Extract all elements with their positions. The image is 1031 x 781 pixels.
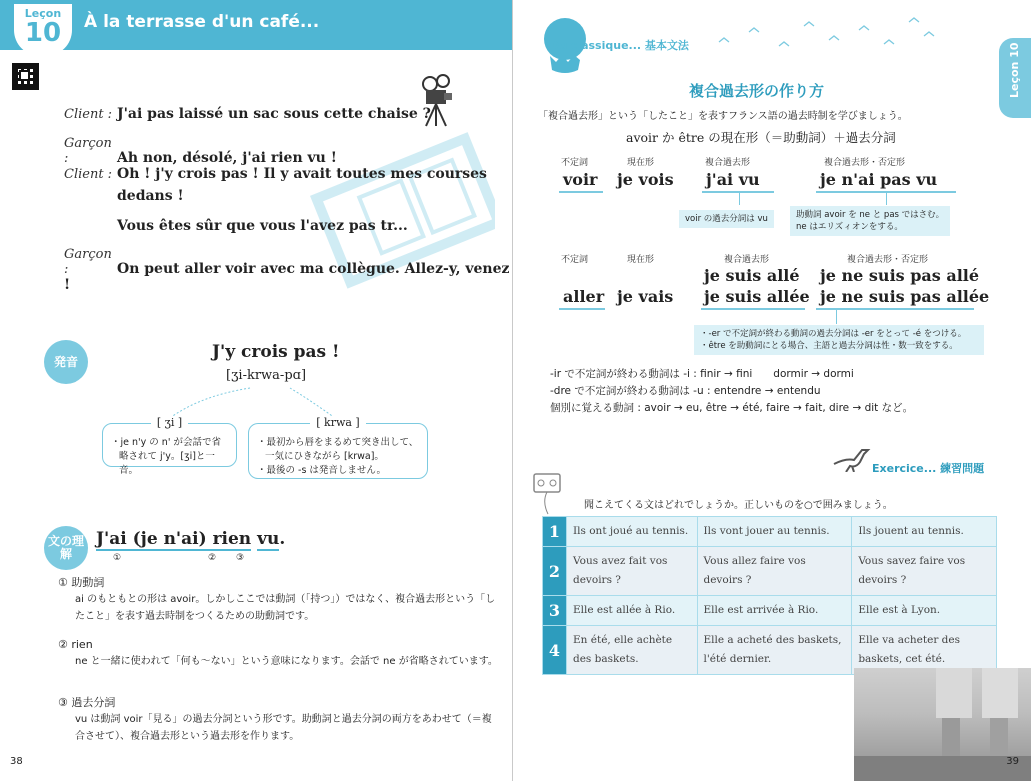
cassette-tape-icon[interactable]: [532, 472, 562, 516]
pronunciation-ipa: [ʒi-krwa-pɑ]: [226, 368, 307, 383]
choice-a[interactable]: Elle est allée à Rio.: [567, 596, 698, 626]
note-rules: [694, 325, 984, 355]
exercise-instruction: 聞こえてくる文はどれでしょうか。正しいものを○で囲みましょう。: [584, 500, 893, 511]
note-negation: [790, 206, 950, 236]
lesson-badge: [14, 4, 72, 56]
label-negative: 複合過去形・否定形: [847, 255, 929, 265]
intro-text: 「複合過去形」という「したこと」を表すフランス語の過去時制を学びましょう。: [538, 111, 908, 122]
exercise-title: Exercice... 練習問題: [872, 462, 985, 475]
label-present: 現在形: [627, 255, 655, 265]
speaker: Garçon :: [64, 247, 112, 277]
left-page: [0, 0, 513, 781]
tab-label: Leçon 10: [1008, 42, 1021, 98]
grammar-point-2: [58, 636, 498, 670]
choice-b[interactable]: Elle est arrivée à Rio.: [697, 596, 852, 626]
row-number: 3: [543, 596, 567, 626]
point-head: ① 助動詞: [58, 576, 105, 589]
sentence-period: .: [279, 529, 286, 549]
dialogue-line: [64, 136, 337, 166]
choice-c[interactable]: Vous savez faire vos devoirs ?: [852, 547, 997, 596]
choice-a[interactable]: Vous avez fait vos devoirs ?: [567, 547, 698, 596]
label-infinitive: 不定詞: [561, 158, 589, 168]
row-number: 1: [543, 517, 567, 547]
arrow-line: [739, 193, 740, 205]
rule-line: 個別に覚える動詞 : avoir → eu, être → été, faire → fait, dire → dit など。: [550, 402, 914, 414]
label-present: 現在形: [627, 158, 655, 168]
sentence-part-2: rien: [212, 529, 252, 549]
line-text: Vous êtes sûr que vous l'avez pas tr...: [117, 218, 408, 234]
page-number-right: 39: [1006, 756, 1019, 767]
label-passe-compose: 複合過去形: [724, 255, 770, 265]
dialogue-line: [64, 247, 512, 293]
lesson-label: Leçon: [24, 7, 62, 20]
choice-b[interactable]: Elle a acheté des baskets, l'été dernier.: [697, 626, 852, 675]
speaker: Garçon :: [64, 136, 112, 166]
lesson-side-tab: [999, 38, 1031, 118]
verb-present: je vois: [617, 170, 674, 189]
exercise-row: [543, 517, 997, 547]
grammar-point-1: [58, 574, 498, 625]
pronunciation-badge: 発音: [44, 340, 88, 384]
line-text: On peut aller voir avec ma collègue. Allez-y, venez !: [64, 261, 510, 293]
verb-negative-m: je ne suis pas allé: [820, 266, 980, 285]
exercise-table: [542, 516, 997, 675]
note-line: ・-er で不定詞が終わる動詞の過去分詞は -er をとって -é をつける。: [700, 329, 967, 339]
speaker: Client :: [64, 107, 113, 122]
dinosaur-icon: [832, 446, 872, 472]
point-body: vu は動詞 voir「見る」の過去分詞という形です。助動詞と過去分詞の両方をあわせて（＝複合させて）、複合過去形という過去形を作ります。: [75, 714, 492, 742]
dialogue-line: [64, 188, 184, 204]
note-line: ・être を助動詞にとる場合、主語と過去分詞は性・数一致をする。: [700, 341, 958, 351]
line-text: J'ai pas laissé un sac sous cette chaise ?: [117, 106, 431, 122]
verb-passe-compose-f: je suis allée: [704, 287, 810, 306]
mark-1: ①: [113, 553, 122, 563]
arrow-line: [836, 310, 837, 324]
line-text: dedans !: [117, 188, 184, 204]
lesson-title: À la terrasse d'un café...: [84, 12, 320, 32]
grammar-heading: 複合過去形の作り方: [689, 82, 825, 100]
choice-b[interactable]: Vous allez faire vos devoirs ?: [697, 547, 852, 596]
pronunciation-box-krwa: [248, 416, 428, 479]
box-line: 一気にひきながら [krwa]。: [265, 451, 384, 462]
box-line: ・最後の -s は発音しません。: [257, 465, 386, 476]
verb-infinitive: voir: [563, 170, 598, 189]
verb-negative: je n'ai pas vu: [820, 170, 938, 189]
qr-code-icon[interactable]: [12, 63, 39, 90]
sentence-part-1: J'ai (je n'ai): [96, 529, 213, 549]
note-line: 助動詞 avoir を ne と pas ではさむ。: [796, 210, 945, 220]
row-number: 4: [543, 626, 567, 675]
point-head: ③ 過去分詞: [58, 696, 116, 709]
choice-a[interactable]: En été, elle achète des baskets.: [567, 626, 698, 675]
rule-line: -dre で不定詞が終わる動詞は -u : entendre → entendu: [550, 385, 821, 397]
point-body: ne と一緒に使われて「何も〜ない」という意味になります。会話で ne が省略されています。: [75, 656, 498, 667]
mark-3: ③: [236, 553, 245, 563]
verb-infinitive: aller: [563, 287, 605, 306]
formula-text: avoir か être の現在形（＝助動詞）＋過去分詞: [626, 130, 896, 145]
mark-2: ②: [208, 553, 217, 563]
underline: [702, 191, 774, 193]
box-line: ・最初から唇をまるめて突き出して、: [257, 437, 419, 448]
underline: [559, 308, 605, 310]
pronunciation-box-zi: [102, 416, 237, 476]
choice-c[interactable]: Elle est à Lyon.: [852, 596, 997, 626]
speaker: Client :: [64, 167, 113, 182]
box-line: 略されて j'y。[ʒi]と一音。: [119, 451, 215, 476]
broken-egg-icon: [548, 52, 582, 74]
sentence-part-3: vu: [257, 529, 280, 549]
point-body: ai のもともとの形は avoir。しかしここでは動詞（「持つ」）ではなく、複合過去形という「したこと」を表す過去時制をつくるための助動詞です。: [75, 594, 496, 622]
beach-photo: [854, 668, 1031, 781]
label-negative: 複合過去形・否定形: [824, 158, 906, 168]
line-text: Ah non, désolé, j'ai rien vu !: [117, 150, 337, 166]
rule-line: -ir で不定詞が終わる動詞は -i : finir → fini dormir → dormi: [550, 368, 854, 380]
dialogue-line: [64, 166, 487, 182]
section-title: Du classique... 基本文法: [550, 39, 689, 52]
choice-b[interactable]: Ils vont jouer au tennis.: [697, 517, 852, 547]
grammar-badge: 文の理解: [44, 526, 88, 570]
box-label: [ ʒi ]: [151, 416, 188, 429]
lesson-number: 10: [24, 18, 62, 48]
verb-passe-compose: j'ai vu: [706, 170, 760, 189]
exercise-row: [543, 547, 997, 596]
dialogue-line: [64, 218, 408, 234]
underline: [559, 191, 603, 193]
underline: [701, 308, 805, 310]
underline: [816, 308, 974, 310]
label-infinitive: 不定詞: [561, 255, 589, 265]
choice-a[interactable]: Ils ont joué au tennis.: [567, 517, 698, 547]
box-line: ・je n'y の n' が会話で省: [111, 437, 221, 448]
right-page: [514, 0, 1031, 781]
label-passe-compose: 複合過去形: [705, 158, 751, 168]
row-number: 2: [543, 547, 567, 596]
verb-present: je vais: [617, 287, 674, 306]
birds-decoration: [709, 12, 939, 58]
pronunciation-phrase: J'y crois pas !: [212, 342, 340, 362]
dialogue-line: [64, 106, 431, 122]
verb-negative-f: je ne suis pas allée: [820, 287, 990, 306]
verb-passe-compose-m: je suis allé: [704, 266, 800, 285]
point-head: ② rien: [58, 638, 93, 651]
choice-c[interactable]: Elle va acheter des baskets, cet été.: [852, 626, 997, 675]
legs-on-beach-image: [854, 668, 1031, 781]
note-line: ne はエリズィオンをする。: [796, 222, 903, 232]
note-past-participle: voir の過去分詞は vu: [679, 210, 774, 228]
page-number-left: 38: [10, 756, 23, 767]
grammar-point-3: [58, 694, 498, 745]
line-text: Oh ! j'y crois pas ! Il y avait toutes mes courses: [117, 166, 487, 182]
grammar-sentence: [96, 529, 285, 549]
exercise-row: [543, 596, 997, 626]
box-label: [ krwa ]: [310, 416, 365, 429]
choice-c[interactable]: Ils jouent au tennis.: [852, 517, 997, 547]
arrow-line: [886, 193, 887, 205]
